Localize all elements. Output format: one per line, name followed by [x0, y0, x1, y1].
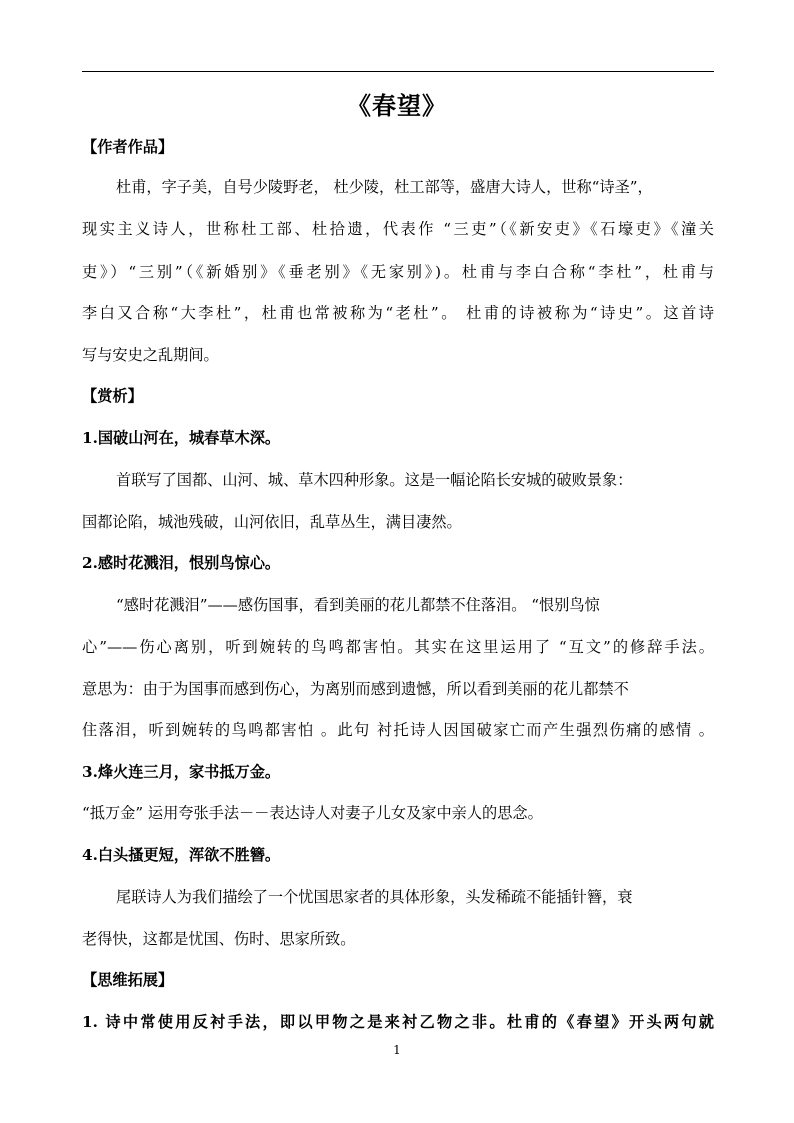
paragraph-line: 老得快，这都是忧国、伤时、思家所致。 — [82, 930, 356, 948]
paragraph-line: 首联写了国都、山河、城、草木四种形象。这是一幅论陷长安城的破败景象： — [116, 471, 633, 489]
verse-heading-3: 3.烽火连三月，家书抵万金。 — [82, 763, 281, 781]
paragraph-line: 1. 诗中常使用反衬手法，即以甲物之是来衬乙物之非。杜甫的《春望》开头两句就 — [82, 1013, 714, 1031]
paragraph-line: 意思为：由于为国事而感到伤心，为离别而感到遗憾，所以看到美丽的花儿都禁不 — [82, 680, 629, 698]
paragraph-line: 吏》）“三别”（《新婚别》《垂老别》《无家别》)。杜甫与李白合称“李杜”，杜甫与 — [82, 263, 714, 281]
paragraph-line: 尾联诗人为我们描绘了一个忧国思家者的具体形象，头发稀疏不能插针簪，衰 — [116, 888, 633, 906]
section-heading-appreciation: 【赏析】 — [82, 387, 143, 405]
paragraph-line: 杜甫，字子美，自号少陵野老， 杜少陵，杜工部等，盛唐大诗人，世称“诗圣”， — [116, 178, 653, 196]
paragraph-line: 李白又合称“大李杜”，杜甫也常被称为“老杜”。 杜甫的诗被称为“诗史”。这首诗 — [82, 304, 714, 322]
section-heading-thinking-extension: 【思维拓展】 — [82, 971, 174, 989]
header-rule — [82, 71, 714, 72]
section-heading-author-works: 【作者作品】 — [82, 138, 174, 156]
paragraph-line: 心”——伤心离别，听到婉转的鸟鸣都害怕。其实在这里运用了 “互文”的修辞手法。 — [82, 638, 714, 656]
page-title: 《春望》 — [347, 91, 447, 120]
page-number: 1 — [393, 1043, 401, 1057]
paragraph-line: 写与安史之乱期间。 — [82, 346, 219, 364]
paragraph-line: 住落泪，听到婉转的鸟鸣都害怕 。此句 衬托诗人因国破家亡而产生强烈伤痛的感情 。 — [82, 721, 714, 739]
verse-heading-4: 4.白头搔更短，浑欲不胜簪。 — [82, 846, 281, 864]
verse-heading-1: 1.国破山河在，城春草木深。 — [82, 429, 281, 447]
paragraph-line: 国都论陷，城池残破，山河依旧，乱草丛生，满目凄然。 — [82, 513, 462, 531]
paragraph-line: “感时花溅泪”——感伤国事，看到美丽的花儿都禁不住落泪。 “恨别鸟惊 — [116, 596, 600, 614]
paragraph-line: 现实主义诗人，世称杜工部、杜拾遗，代表作 “三吏”（《新安吏》《石壕吏》《潼关 — [82, 220, 714, 238]
paragraph-line: “抵万金” 运用夸张手法－－表达诗人对妻子儿女及家中亲人的思念。 — [82, 804, 543, 822]
verse-heading-2: 2.感时花溅泪，恨别鸟惊心。 — [82, 554, 281, 572]
